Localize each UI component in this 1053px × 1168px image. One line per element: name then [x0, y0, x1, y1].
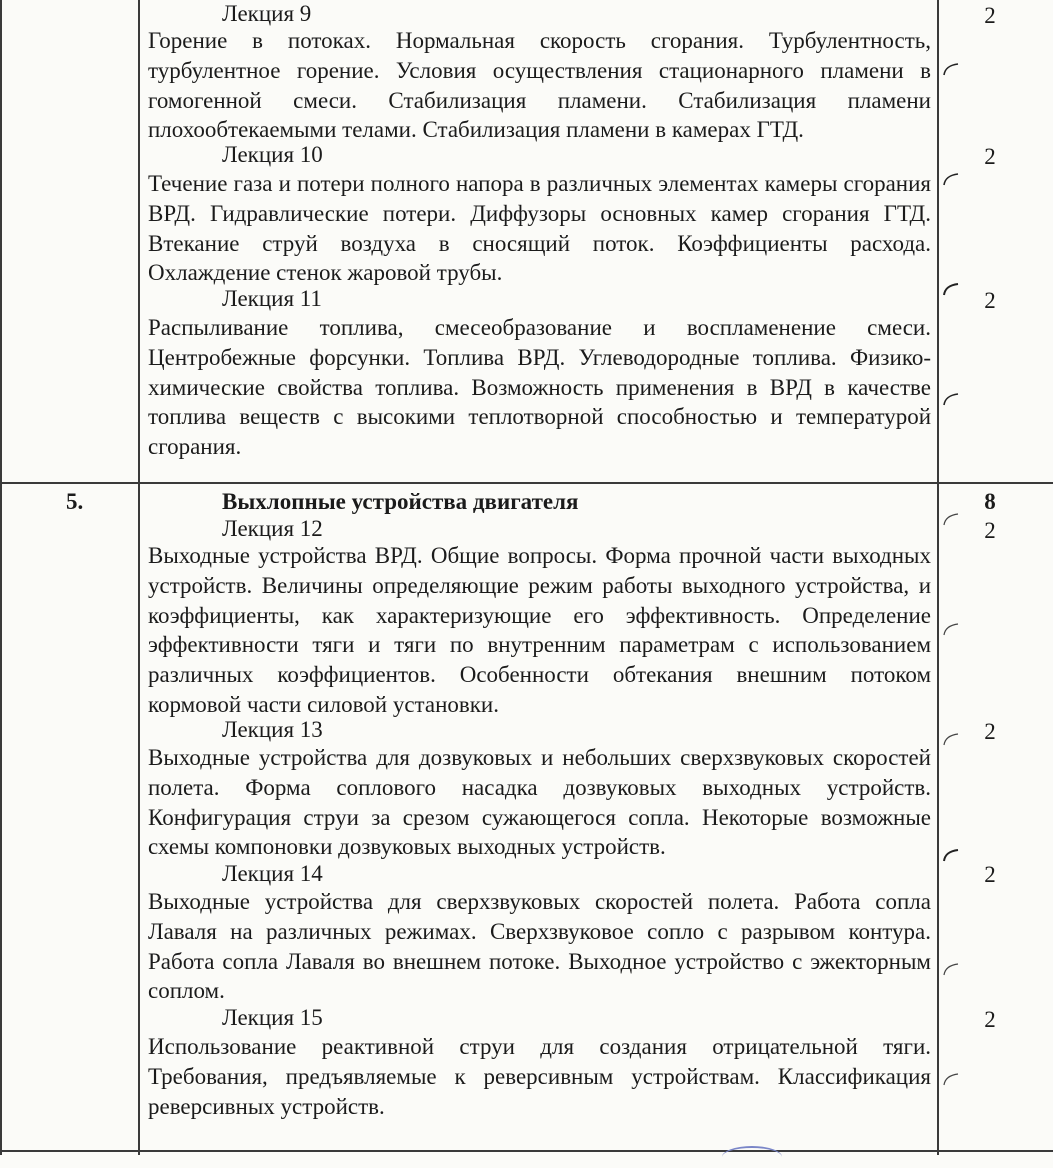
check-mark-icon [942, 1072, 960, 1086]
check-mark-icon [942, 62, 960, 76]
lecture-description: Использование реактивной струи для создания отрицательной тяги. Требования, предъявляемые к реверсивным устройствам. Классификация реверсивных устройств. [148, 1034, 931, 1119]
check-mark-icon [942, 392, 960, 406]
lecture-title: Лекция 10 [222, 142, 323, 167]
lecture-description: Распыливание топлива, смесеобразование и воспламенение смеси. Центробежные форсунки. Топлива ВРД. Углеводородные топлива. Физико-химические свойства топлива. Возможность применения в ВРД в качестве топлива веществ с высокими теплотворной способностью и температурой сгорания. [148, 315, 931, 460]
lecture-hours: 2 [984, 288, 996, 313]
section-number: 5. [66, 489, 84, 514]
lecture-hours: 2 [984, 144, 996, 169]
lecture-title: Лекция 15 [222, 1005, 323, 1030]
check-mark-icon [942, 848, 960, 862]
lecture-title: Лекция 13 [222, 717, 323, 742]
lecture-hours: 2 [984, 3, 996, 28]
table-row-divider-bottom [0, 1150, 1053, 1152]
lecture-description: Выходные устройства ВРД. Общие вопросы. Форма прочной части выходных устройств. Величины определяющие режим работы выходного устройства, и коэффициенты, как характеризующие его эффективность. Определение эффективности тяги и тяги по внутренним параметрам с использованием различных коэффициентов. Особенности обтекания внешним потоком кормовой части силовой установки. [148, 543, 931, 717]
lecture-title: Лекция 9 [222, 1, 312, 26]
lecture-hours: 2 [984, 719, 996, 744]
section-hours: 8 [984, 489, 996, 514]
lecture-title: Лекция 14 [222, 861, 323, 886]
check-mark-icon [942, 962, 960, 976]
lecture-description: Горение в потоках. Нормальная скорость сгорания. Турбулентность, турбулентное горение. Условия осуществления стационарного пламени в гомогенной смеси. Стабилизация пламени. Стабилизация пламени плохообтекаемыми телами. Стабилизация пламени в камерах ГТД. [148, 28, 931, 143]
table-border-left [0, 0, 2, 1155]
table-column-divider-1 [138, 0, 140, 1155]
lecture-hours: 2 [984, 518, 996, 543]
table-column-divider-2 [937, 0, 939, 1155]
table-row-divider [0, 482, 1053, 484]
check-mark-icon [942, 622, 960, 636]
lecture-title: Лекция 12 [222, 516, 323, 541]
lecture-description: Течение газа и потери полного напора в различных элементах камеры сгорания ВРД. Гидравлические потери. Диффузоры основных камер сгорания ГТД. Втекание струй воздуха в сносящий поток. Коэффициенты расхода. Охлаждение стенок жаровой трубы. [148, 171, 931, 286]
check-mark-icon [942, 512, 960, 526]
section-title: Выхлопные устройства двигателя [222, 489, 579, 514]
lecture-description: Выходные устройства для сверхзвуковых скоростей полета. Работа сопла Лаваля на различных режимах. Сверхзвуковое сопло с разрывом контура. Работа сопла Лаваля во внешнем потоке. Выходное устройство с эжекторным соплом. [148, 889, 931, 1004]
lecture-description: Выходные устройства для дозвуковых и небольших сверхзвуковых скоростей полета. Форма соплового насадка дозвуковых выходных устройств. Конфигурация струи за срезом сужающегося сопла. Некоторые возможные схемы компоновки дозвуковых выходных устройств. [148, 745, 931, 860]
check-mark-icon [942, 282, 960, 296]
lecture-hours: 2 [984, 1007, 996, 1032]
lecture-title: Лекция 11 [222, 286, 322, 311]
check-mark-icon [942, 732, 960, 746]
check-mark-icon [942, 172, 960, 186]
stamp-edge [722, 1146, 782, 1168]
lecture-hours: 2 [984, 862, 996, 887]
